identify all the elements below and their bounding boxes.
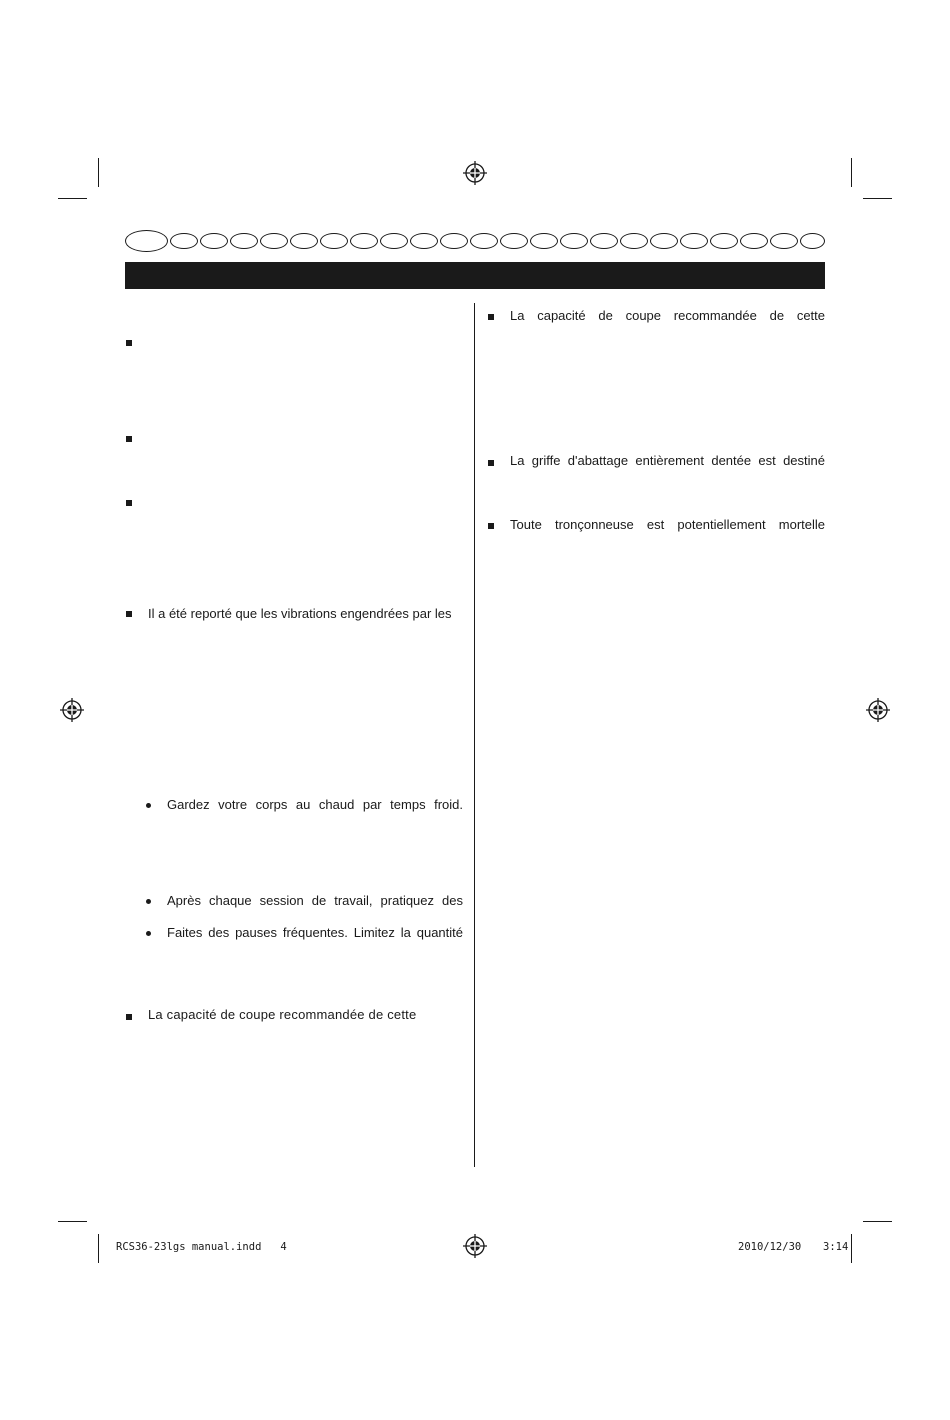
crop-mark-top-right-vertical bbox=[851, 158, 852, 187]
round-bullet-icon bbox=[146, 899, 151, 904]
crop-mark-bottom-left-horizontal bbox=[58, 1221, 87, 1222]
language-tab bbox=[590, 233, 618, 249]
language-tab bbox=[200, 233, 228, 249]
column-divider bbox=[474, 303, 475, 1167]
warm-body-bullet-text: Gardez votre corps au chaud par temps froid. bbox=[167, 797, 463, 812]
language-tab bbox=[740, 233, 768, 249]
footer-time: 3:14 bbox=[823, 1241, 849, 1253]
crop-mark-top-left-vertical bbox=[98, 158, 99, 187]
language-tab bbox=[170, 233, 198, 249]
round-bullet-icon bbox=[146, 931, 151, 936]
language-tab-active bbox=[125, 230, 168, 252]
chainsaw-warning-text: Toute tronçonneuse est potentiellement mortelle bbox=[510, 517, 825, 532]
language-tab bbox=[350, 233, 378, 249]
crop-mark-bottom-left-vertical bbox=[98, 1234, 99, 1263]
square-bullet-icon bbox=[488, 314, 494, 320]
language-tab bbox=[440, 233, 468, 249]
crop-mark-top-right-horizontal bbox=[863, 198, 892, 199]
language-tab bbox=[260, 233, 288, 249]
language-tab bbox=[620, 233, 648, 249]
language-tab bbox=[230, 233, 258, 249]
square-bullet-icon bbox=[488, 460, 494, 466]
breaks-bullet-text: Faites des pauses fréquentes. Limitez la quantité bbox=[167, 925, 463, 940]
registration-target-icon bbox=[462, 1233, 488, 1259]
square-bullet-icon bbox=[126, 340, 132, 346]
language-tab bbox=[290, 233, 318, 249]
crop-mark-top-left-horizontal bbox=[58, 198, 87, 199]
crop-mark-bottom-right-vertical bbox=[851, 1234, 852, 1263]
language-tab bbox=[560, 233, 588, 249]
felling-spike-text: La griffe d'abattage entièrement dentée est destiné bbox=[510, 453, 825, 468]
crop-mark-bottom-right-horizontal bbox=[863, 1221, 892, 1222]
language-tab bbox=[530, 233, 558, 249]
language-tab bbox=[680, 233, 708, 249]
square-bullet-icon bbox=[126, 1014, 132, 1020]
cutting-capacity-text-left: La capacité de coupe recommandée de cette bbox=[148, 1007, 417, 1022]
language-tab bbox=[470, 233, 498, 249]
language-tab bbox=[650, 233, 678, 249]
registration-target-icon bbox=[59, 697, 85, 723]
round-bullet-icon bbox=[146, 803, 151, 808]
registration-target-icon bbox=[462, 160, 488, 186]
header-band bbox=[125, 262, 825, 289]
vibration-warning-text: Il a été reporté que les vibrations engendrées par les bbox=[148, 606, 452, 621]
language-tab bbox=[380, 233, 408, 249]
square-bullet-icon bbox=[126, 500, 132, 506]
cutting-capacity-text-right: La capacité de coupe recommandée de cette bbox=[510, 308, 825, 323]
language-tab-row bbox=[125, 230, 825, 252]
language-tab bbox=[770, 233, 798, 249]
language-tab bbox=[800, 233, 825, 249]
registration-target-icon bbox=[865, 697, 891, 723]
square-bullet-icon bbox=[488, 523, 494, 529]
footer-date: 2010/12/30 bbox=[738, 1241, 802, 1253]
language-tab bbox=[500, 233, 528, 249]
language-tab bbox=[320, 233, 348, 249]
square-bullet-icon bbox=[126, 436, 132, 442]
square-bullet-icon bbox=[126, 611, 132, 617]
language-tab bbox=[710, 233, 738, 249]
language-tab bbox=[410, 233, 438, 249]
exercise-bullet-text: Après chaque session de travail, pratiquez des bbox=[167, 893, 463, 908]
footer-file-name: RCS36-23lgs manual.indd 4 bbox=[116, 1241, 287, 1253]
